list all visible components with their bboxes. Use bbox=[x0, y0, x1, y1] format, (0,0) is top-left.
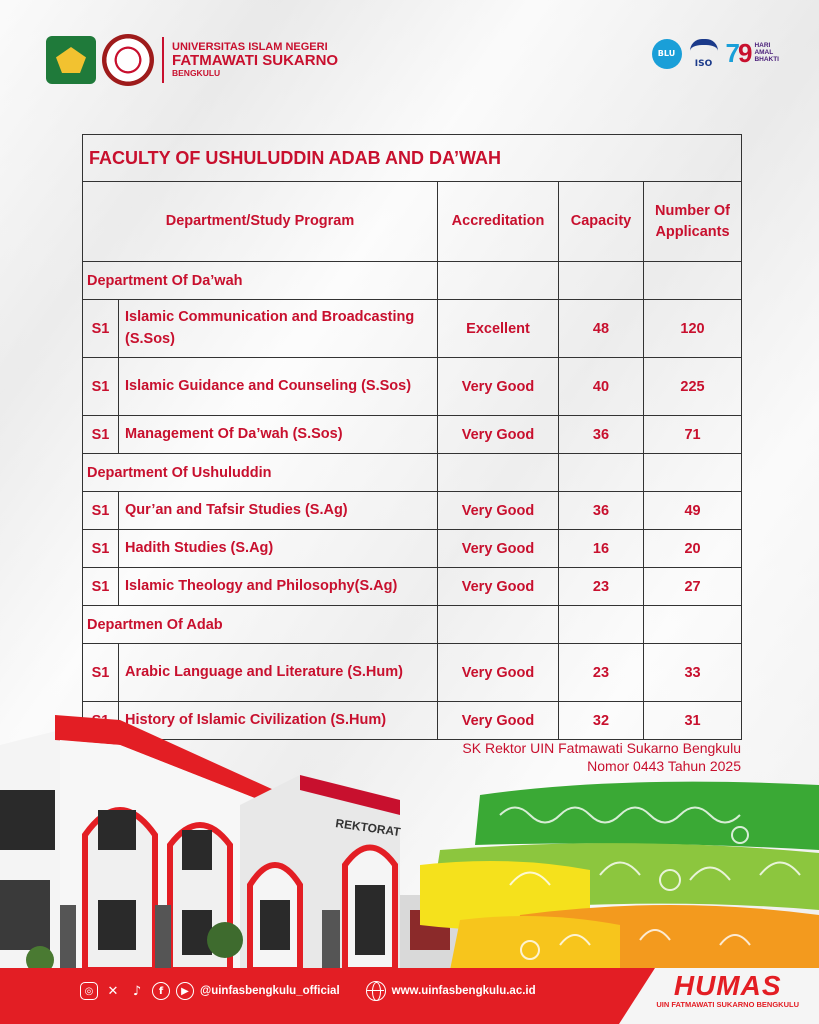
hab-number bbox=[726, 38, 751, 69]
kemenag-logo bbox=[46, 36, 96, 84]
hab-number-b: 9 bbox=[737, 38, 751, 68]
university-name-line2: FATMAWATI SUKARNO bbox=[172, 52, 339, 70]
empty-cell bbox=[644, 262, 742, 300]
instagram-icon[interactable]: ◎ bbox=[80, 982, 98, 1000]
blu-badge: BLU bbox=[652, 39, 682, 69]
accreditation-cell: Very Good bbox=[438, 492, 559, 530]
program-cell: History of Islamic Civilization (S.Hum) bbox=[119, 702, 438, 740]
accreditation-cell: Excellent bbox=[438, 300, 559, 358]
table-row bbox=[83, 492, 742, 530]
department-name: Departmen Of Adab bbox=[83, 606, 438, 644]
header-badges bbox=[652, 38, 780, 69]
column-header-accreditation: Accreditation bbox=[438, 182, 559, 262]
capacity-cell: 23 bbox=[559, 568, 644, 606]
facebook-icon[interactable]: f bbox=[152, 982, 170, 1000]
empty-cell bbox=[438, 454, 559, 492]
hari-amal-bhakti-badge bbox=[726, 38, 780, 69]
applicants-cell: 20 bbox=[644, 530, 742, 568]
empty-cell bbox=[559, 454, 644, 492]
degree-cell: S1 bbox=[83, 568, 119, 606]
accreditation-cell: Very Good bbox=[438, 530, 559, 568]
capacity-cell: 36 bbox=[559, 416, 644, 454]
website-link[interactable]: www.uinfasbengkulu.ac.id bbox=[391, 985, 536, 997]
rektorat-sign: REKTORAT bbox=[334, 816, 402, 840]
tiktok-icon[interactable]: ♪ bbox=[132, 983, 142, 999]
x-icon[interactable]: ✕ bbox=[107, 983, 119, 999]
capacity-cell: 40 bbox=[559, 358, 644, 416]
accreditation-cell: Very Good bbox=[438, 568, 559, 606]
table-row bbox=[83, 358, 742, 416]
program-cell: Qur’an and Tafsir Studies (S.Ag) bbox=[119, 492, 438, 530]
program-cell: Islamic Guidance and Counseling (S.Sos) bbox=[119, 358, 438, 416]
capacity-cell: 48 bbox=[559, 300, 644, 358]
humas-subtitle: UIN FATMAWATI SUKARNO BENGKULU bbox=[656, 1000, 799, 1009]
hab-text-line: AMAL bbox=[754, 49, 774, 57]
university-header bbox=[46, 30, 338, 90]
column-header-applicants-line1: Number Of bbox=[655, 203, 730, 220]
capacity-cell: 23 bbox=[559, 644, 644, 702]
capacity-cell: 16 bbox=[559, 530, 644, 568]
department-row bbox=[83, 606, 742, 644]
source-line2: Nomor 0443 Tahun 2025 bbox=[587, 757, 741, 774]
faculty-title: FACULTY OF USHULUDDIN ADAB AND DA’WAH bbox=[83, 135, 742, 182]
department-name: Department Of Ushuluddin bbox=[83, 454, 438, 492]
source-line1: SK Rektor UIN Fatmawati Sukarno Bengkulu bbox=[462, 740, 741, 756]
iso-badge: ISO bbox=[690, 39, 718, 69]
degree-cell: S1 bbox=[83, 492, 119, 530]
youtube-icon[interactable]: ▶ bbox=[176, 982, 194, 1000]
uin-logo bbox=[102, 34, 154, 86]
humas-logo bbox=[656, 972, 799, 1009]
hab-number-a: 7 bbox=[725, 38, 738, 68]
empty-cell bbox=[559, 262, 644, 300]
globe-icon bbox=[366, 981, 386, 1001]
column-header-applicants-line2: Applicants bbox=[655, 223, 730, 240]
applicants-cell: 31 bbox=[644, 702, 742, 740]
table-row bbox=[83, 300, 742, 358]
empty-cell bbox=[644, 606, 742, 644]
empty-cell bbox=[438, 262, 559, 300]
accreditation-cell: Very Good bbox=[438, 416, 559, 454]
empty-cell bbox=[438, 606, 559, 644]
department-row bbox=[83, 262, 742, 300]
degree-cell: S1 bbox=[83, 644, 119, 702]
applicants-cell: 33 bbox=[644, 644, 742, 702]
footer-bar bbox=[0, 968, 819, 1024]
applicants-cell: 71 bbox=[644, 416, 742, 454]
program-cell: Arabic Language and Literature (S.Hum) bbox=[119, 644, 438, 702]
program-cell: Hadith Studies (S.Ag) bbox=[119, 530, 438, 568]
program-cell: Islamic Theology and Philosophy(S.Ag) bbox=[119, 568, 438, 606]
capacity-cell: 32 bbox=[559, 702, 644, 740]
degree-cell: S1 bbox=[83, 416, 119, 454]
capacity-cell: 36 bbox=[559, 492, 644, 530]
humas-title: HUMAS bbox=[673, 970, 782, 1001]
source-note bbox=[462, 740, 741, 775]
program-cell: Islamic Communication and Broadcasting (S.Sos) bbox=[119, 300, 438, 358]
applicants-cell: 49 bbox=[644, 492, 742, 530]
column-header-capacity: Capacity bbox=[559, 182, 644, 262]
accreditation-cell: Very Good bbox=[438, 644, 559, 702]
degree-cell: S1 bbox=[83, 300, 119, 358]
empty-cell bbox=[559, 606, 644, 644]
column-header-program: Department/Study Program bbox=[83, 182, 438, 262]
program-cell: Management Of Da’wah (S.Sos) bbox=[119, 416, 438, 454]
department-name: Department Of Da’wah bbox=[83, 262, 438, 300]
table-row bbox=[83, 644, 742, 702]
accreditation-cell: Very Good bbox=[438, 358, 559, 416]
hab-text bbox=[754, 43, 779, 63]
hab-text-line: BHAKTI bbox=[754, 55, 779, 63]
faculty-table-container bbox=[82, 134, 741, 740]
accreditation-cell: Very Good bbox=[438, 702, 559, 740]
decorative-batik-pattern bbox=[420, 775, 819, 970]
header-divider bbox=[162, 37, 164, 83]
university-name bbox=[172, 42, 338, 78]
empty-cell bbox=[644, 454, 742, 492]
social-links bbox=[80, 981, 536, 1001]
applicants-cell: 27 bbox=[644, 568, 742, 606]
table-row bbox=[83, 530, 742, 568]
degree-cell: S1 bbox=[83, 530, 119, 568]
column-header-applicants bbox=[644, 182, 742, 262]
table-row bbox=[83, 568, 742, 606]
university-name-line1: UNIVERSITAS ISLAM NEGERI bbox=[172, 40, 328, 53]
applicants-cell: 225 bbox=[644, 358, 742, 416]
department-row bbox=[83, 454, 742, 492]
applicants-cell: 120 bbox=[644, 300, 742, 358]
social-handle[interactable]: @uinfasbengkulu_official bbox=[200, 985, 340, 997]
table-row bbox=[83, 416, 742, 454]
rektorat-building-illustration bbox=[0, 715, 470, 970]
hab-text-line: HARI bbox=[754, 42, 771, 50]
university-name-line3: BENGKULU bbox=[172, 68, 221, 79]
degree-cell: S1 bbox=[83, 358, 119, 416]
faculty-table bbox=[82, 134, 742, 740]
